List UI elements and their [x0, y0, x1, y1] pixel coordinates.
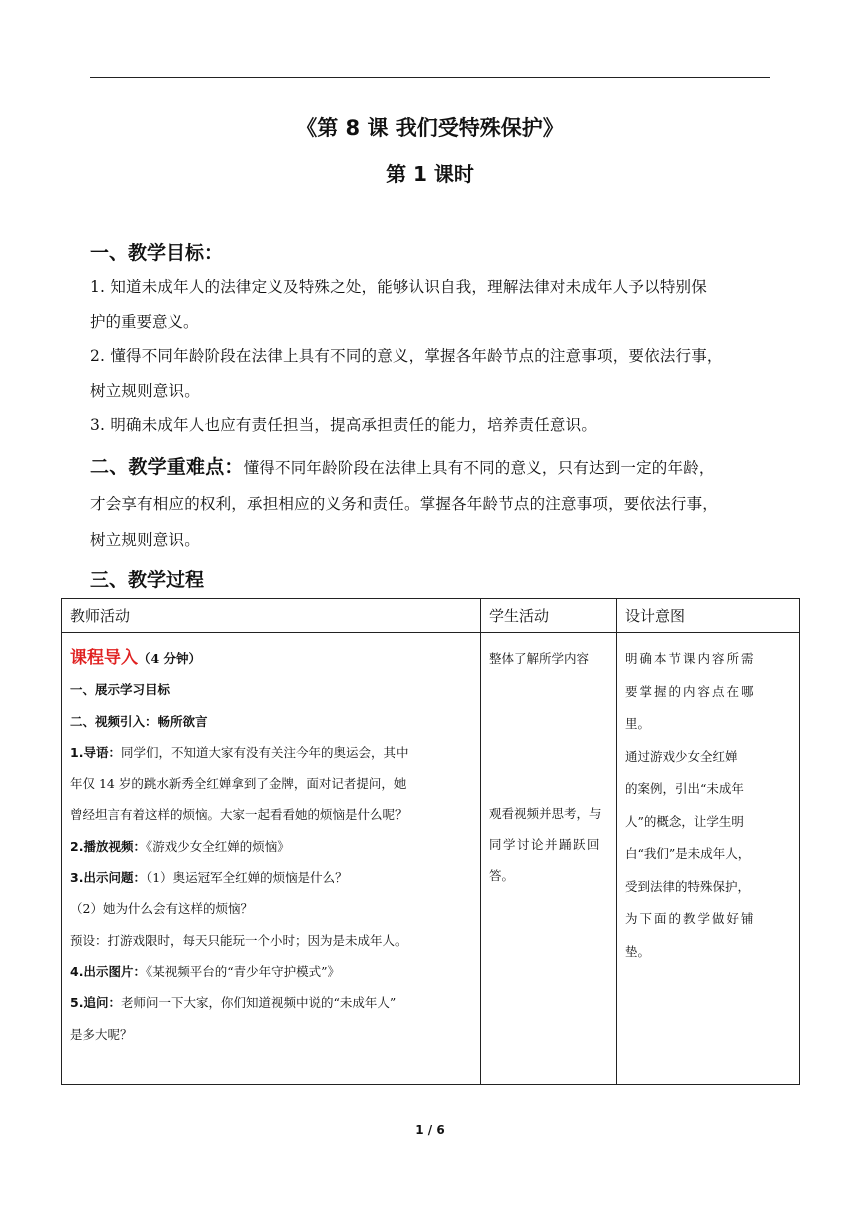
spacer	[489, 674, 608, 798]
design-line: 白“我们”是未成年人，	[625, 846, 751, 861]
key-points-line: 懂得不同年龄阶段在法律上具有不同的意义，只有达到一定的年龄，	[243, 459, 715, 477]
lead-duration: （4 分钟）	[138, 651, 202, 666]
key-points	[90, 449, 780, 558]
guide-text: 曾经坦言有着这样的烦恼。大家一起看看她的烦恼是什么呢？	[70, 807, 408, 823]
header-design-intent: 设计意图	[617, 599, 800, 633]
follow-up-text: 老师问一下大家，你们知道视频中说的“未成年人”	[120, 995, 397, 1011]
design-line: 的案例，引出“未成年	[625, 781, 744, 796]
student-line: 同学讨论并踊跃回	[489, 837, 602, 852]
design-line: 明确本节课内容所需	[625, 651, 756, 666]
design-line: 垫。	[625, 943, 651, 959]
key-points-line: 树立规则意识。	[90, 531, 200, 549]
design-line: 人”的概念，让学生明	[625, 813, 744, 829]
student-line: 答。	[489, 868, 515, 883]
process-table	[61, 598, 800, 1085]
objective-line: 1. 知道未成年人的法律定义及特殊之处，能够认识自我，理解法律对未成年人予以特别保	[90, 278, 707, 296]
objective-line: 2. 懂得不同年龄阶段在法律上具有不同的意义，掌握各年龄节点的注意事项，要依法行事，	[90, 347, 723, 365]
guide-text: 同学们，不知道大家有没有关注今年的奥运会，其中	[120, 744, 409, 760]
objective-line: 护的重要意义。	[90, 312, 199, 331]
lesson-subtitle: 第 1 课时	[386, 162, 474, 186]
design-line: 为下面的教学做好铺	[625, 911, 756, 926]
student-activity-cell	[481, 633, 617, 1085]
lesson-title: 《第 8 课 我们受特殊保护》	[296, 116, 564, 140]
key-points-heading: 二、教学重难点：	[90, 456, 244, 478]
objectives-heading: 一、教学目标：	[90, 242, 224, 264]
table-row	[62, 633, 800, 1085]
teacher-activity-cell	[62, 633, 481, 1085]
teacher-item: 一、展示学习目标	[70, 682, 171, 698]
page-number: 1 / 6	[415, 1123, 445, 1137]
video-label: 2.播放视频：	[70, 838, 146, 854]
design-line: 要掌握的内容点在哪	[625, 683, 756, 699]
image-title: 《某视频平台的“青少年守护模式”》	[145, 963, 340, 979]
question-text: （2）她为什么会有这样的烦恼？	[70, 901, 253, 917]
objective-line: 3. 明确未成年人也应有责任担当，提高承担责任的能力，培养责任意识。	[90, 416, 598, 434]
process-heading: 三、教学过程	[90, 569, 205, 591]
video-title: 《游戏少女全红婵的烦恼》	[145, 838, 290, 854]
design-line: 里。	[625, 716, 651, 731]
objectives-list	[90, 270, 780, 443]
design-intent-cell	[617, 633, 800, 1085]
preset-text: 预设：打游戏限时，每天只能玩一个小时；因为是未成年人。	[70, 932, 408, 948]
design-line: 受到法律的特殊保护，	[625, 878, 751, 894]
student-line: 观看视频并思考，与	[489, 806, 602, 821]
question-text: （1）奥运冠军全红婵的烦恼是什么？	[145, 870, 348, 886]
follow-up-label: 5.追问：	[70, 995, 121, 1011]
teacher-item: 二、视频引入：畅所欲言	[70, 713, 208, 729]
follow-up-text: 是多大呢？	[70, 1026, 133, 1042]
table-header-row	[62, 599, 800, 633]
question-label: 3.出示问题：	[70, 870, 146, 886]
student-line: 整体了解所学内容	[489, 651, 590, 666]
guide-text: 年仅 14 岁的跳水新秀全红婵拿到了金牌，面对记者提问，她	[70, 776, 407, 792]
image-label: 4.出示图片：	[70, 963, 146, 979]
objective-line: 树立规则意识。	[90, 381, 200, 400]
key-points-line: 才会享有相应的权利，承担相应的义务和责任。掌握各年龄节点的注意事项，要依法行事，	[90, 495, 719, 513]
design-line: 通过游戏少女全红婵	[625, 748, 738, 764]
header-rule	[90, 77, 770, 78]
guide-label: 1.导语：	[70, 744, 121, 760]
header-teacher-activity: 教师活动	[62, 599, 481, 633]
lead-title: 课程导入	[70, 648, 138, 668]
header-student-activity: 学生活动	[481, 599, 617, 633]
